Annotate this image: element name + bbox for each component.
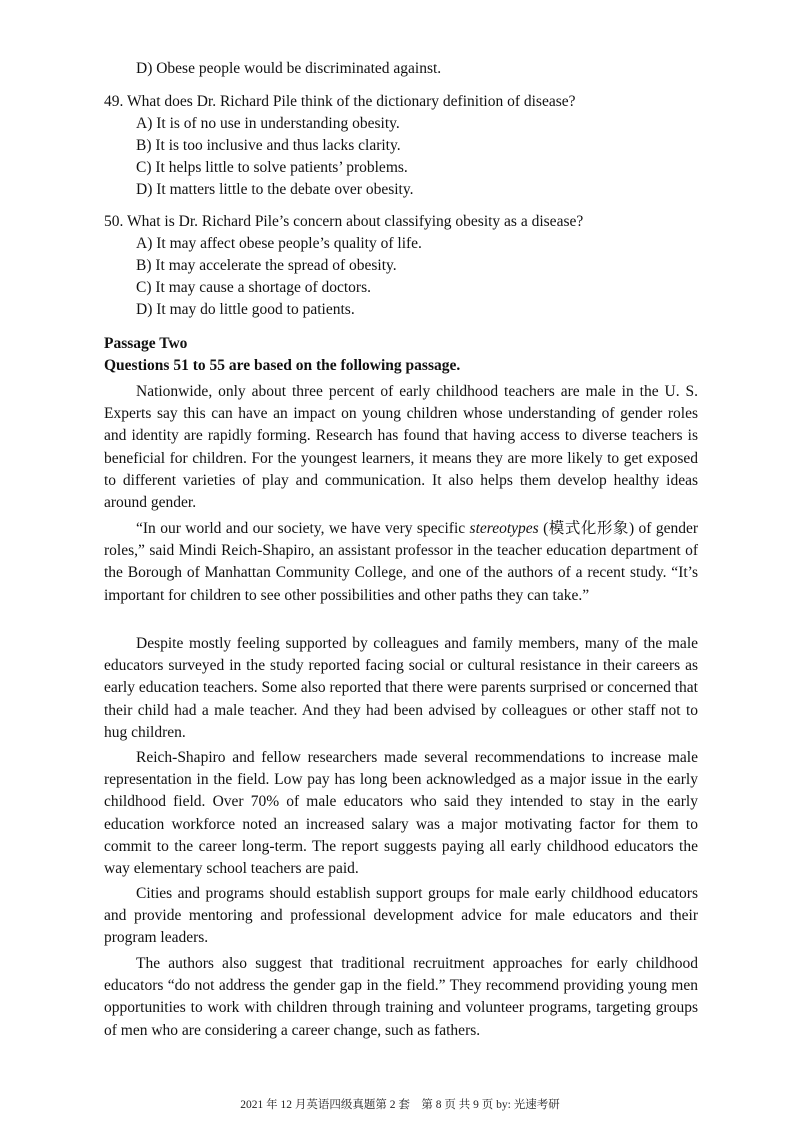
- passage-paragraph-3: Despite mostly feeling supported by colleagues and family members, many of the male educators surveyed in the study reported facing social or cultural resistance in their careers as early education teachers. Some also reported that there were parents surprised or concerned that their child had a male teacher. And they had been advised by colleagues or other staff not to hug children.: [104, 635, 698, 741]
- q50-question: 50. What is Dr. Richard Pile’s concern about classifying obesity as a disease?: [104, 213, 584, 230]
- q50-option-a: A) It may affect obese people’s quality of life.: [136, 235, 422, 252]
- q50-option-c: C) It may cause a shortage of doctors.: [136, 279, 372, 296]
- passage-paragraph-6: The authors also suggest that traditional recruitment approaches for early childhood educators “do not address the gender gap in the field.” They recommend providing young men opportunities to work with children through training and volunteer programs, targeting groups of men who are considering a career change, such as fathers.: [104, 955, 698, 1039]
- stereotypes-term: stereotypes: [469, 520, 539, 537]
- passage-paragraph-2: [104, 518, 698, 607]
- q49-option-d: D) It matters little to the debate over obesity.: [136, 181, 414, 198]
- q49-question: 49. What does Dr. Richard Pile think of the dictionary definition of disease?: [104, 93, 576, 110]
- q50-option-b: B) It may accelerate the spread of obesity.: [136, 257, 397, 274]
- passage-instruction: Questions 51 to 55 are based on the following passage.: [104, 357, 461, 374]
- passage-paragraph-4: Reich-Shapiro and fellow researchers made several recommendations to increase male representation in the field. Low pay has long been acknowledged as a major issue in the early childhood field. Over 70% of male educators who said they intended to stay in the early education workforce noted an increased salary was a major motivating factor for them to commit to the career long-term. The report suggests paying all early childhood educators the way elementary school teachers are paid.: [104, 749, 698, 878]
- paragraph-2-text-start: “In our world and our society, we have very specific: [136, 520, 470, 537]
- stereotypes-gloss: (模式化形象): [538, 520, 635, 537]
- q49-option-b: B) It is too inclusive and thus lacks clarity.: [136, 137, 401, 154]
- passage-paragraph-5: Cities and programs should establish support groups for male early childhood educators and provide mentoring and professional development advice for male educators and their program leaders.: [104, 885, 698, 947]
- passage-title: Passage Two: [104, 335, 188, 352]
- q49-option-c: C) It helps little to solve patients’ problems.: [136, 159, 408, 176]
- q48-option-d: D) Obese people would be discriminated against.: [136, 60, 442, 77]
- page-footer: 2021 年 12 月英语四级真题第 2 套 第 8 页 共 9 页 by: 光速考研: [240, 1099, 560, 1111]
- paragraph-2-text-end: of gender roles,” said Mindi Reich-Shapiro, an assistant professor in the teacher education department of the Borough of Manhattan Community College, and one of the authors of a recent study. “It’s important for children to see other possibilities and other paths they can take.”: [104, 520, 698, 604]
- q50-option-d: D) It may do little good to patients.: [136, 301, 355, 318]
- q49-option-a: A) It is of no use in understanding obesity.: [136, 115, 400, 132]
- passage-paragraph-1: Nationwide, only about three percent of early childhood teachers are male in the U. S. Experts say this can have an impact on young children whose understanding of gender roles and identity are rapidly forming. Research has found that having access to diverse teachers is beneficial for children. For the youngest learners, it means they are more likely to get exposed to different varieties of play and communication. It also helps them develop healthy ideas around gender.: [104, 383, 698, 512]
